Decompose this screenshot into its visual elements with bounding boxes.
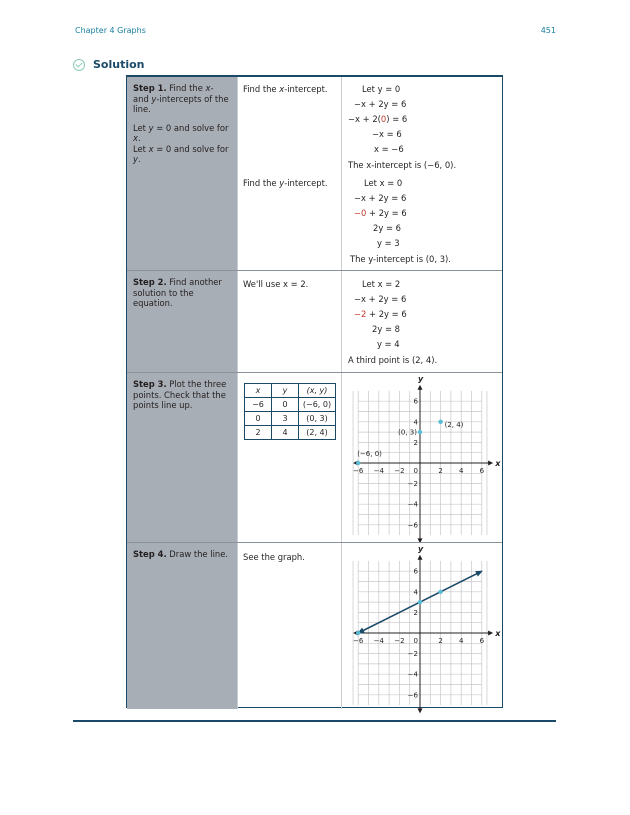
table-cell: 0 <box>272 398 299 412</box>
step2-line-2 <box>354 309 407 319</box>
plotted-point <box>356 631 360 635</box>
xint-line-2-rest: ) = 6 <box>386 114 408 124</box>
points-table <box>244 383 336 440</box>
xint-line-2-highlight: 0 <box>380 114 387 124</box>
y-tick-label: −4 <box>407 500 418 509</box>
y-tick-label: −2 <box>407 480 418 489</box>
plotted-point <box>438 590 442 594</box>
table-row <box>245 412 336 426</box>
step2-line-4: y = 4 <box>377 339 400 349</box>
x-tick-label: −2 <box>394 637 405 645</box>
x-tick-label: 2 <box>438 637 443 645</box>
y-tick-label: 2 <box>413 438 418 447</box>
check-circle-icon <box>73 59 85 71</box>
y-axis-label: y <box>418 544 424 554</box>
x-axis-label: x <box>495 629 501 638</box>
footer-rule <box>73 720 556 722</box>
xint-line-4: x = −6 <box>374 144 404 154</box>
y-axis-arrow-up <box>418 385 423 390</box>
step-1-instruction: Step 1. Find the x- and y-intercepts of the line. Let y = 0 and solve for x. Let x = 0 and solve for y. <box>127 77 237 270</box>
origin-label: 0 <box>413 637 418 645</box>
plotted-point <box>418 600 422 604</box>
y-tick-label: 2 <box>413 608 418 617</box>
step-3-table-cell <box>237 373 342 542</box>
point-label: (2, 4) <box>444 420 464 429</box>
table-row <box>245 398 336 412</box>
table-header: x <box>245 384 272 398</box>
yint-line-3: 2y = 6 <box>373 223 401 233</box>
step-1-explanation <box>237 77 342 270</box>
origin-label: 0 <box>413 467 418 475</box>
table-cell: 2 <box>245 426 272 440</box>
find-y-intercept-text: Find the y-intercept. <box>243 178 328 188</box>
yint-line-0: Let x = 0 <box>364 178 403 188</box>
xint-result: The x-intercept is (−6, 0). <box>348 160 457 170</box>
table-cell: (0, 3) <box>299 412 336 426</box>
step-1-row <box>127 77 502 270</box>
table-header: (x, y) <box>299 384 336 398</box>
table-header-row <box>245 384 336 398</box>
table-cell: 3 <box>272 412 299 426</box>
step2-line-3: 2y = 8 <box>372 324 400 334</box>
yint-line-2-rest: + 2y = 6 <box>366 208 407 218</box>
step-2-work <box>341 271 502 372</box>
yint-result: The y-intercept is (0, 3). <box>350 254 451 264</box>
step-4-graph <box>342 543 503 709</box>
x-tick-label: −2 <box>394 467 405 475</box>
table-header: y <box>272 384 299 398</box>
x-tick-label: 6 <box>479 637 485 645</box>
xint-line-3: −x = 6 <box>372 129 402 139</box>
page-number: 451 <box>540 26 556 35</box>
find-x-intercept-text: Find the x-intercept. <box>243 84 328 94</box>
step-3-instruction: Step 3. Plot the three points. Check that the points line up. <box>127 373 237 542</box>
xint-line-2 <box>348 114 407 124</box>
yint-line-1: −x + 2y = 6 <box>354 193 407 203</box>
step-3-graph <box>342 373 503 542</box>
xint-line-0: Let y = 0 <box>362 84 401 94</box>
y-tick-label: 4 <box>413 418 418 427</box>
step2-line-2-rest: + 2y = 6 <box>366 309 407 319</box>
y-tick-label: −6 <box>407 521 418 530</box>
table-row <box>245 426 336 440</box>
x-tick-label: −4 <box>373 467 384 475</box>
step-2-row <box>127 270 502 372</box>
y-tick-label: 6 <box>413 567 418 576</box>
y-tick-label: 4 <box>413 588 418 597</box>
point-label: (0, 3) <box>398 428 417 437</box>
y-axis-label: y <box>418 374 424 384</box>
plotted-point <box>438 420 442 424</box>
y-tick-label: −4 <box>407 670 418 679</box>
plotted-point <box>418 430 422 434</box>
x-axis-arrow-right <box>488 631 493 636</box>
y-tick-label: −2 <box>407 650 418 659</box>
yint-line-2 <box>354 208 407 218</box>
step-4-row <box>127 542 502 709</box>
step-3-graph-cell <box>341 373 502 542</box>
plotted-point <box>356 461 360 465</box>
step2-line-2-highlight: −2 <box>354 309 367 319</box>
step-2-instruction: Step 2. Find another solution to the equation. <box>127 271 237 372</box>
step2-line-1: −x + 2y = 6 <box>354 294 407 304</box>
table-cell: (2, 4) <box>299 426 336 440</box>
step-4-instruction: Step 4. Draw the line. <box>127 543 237 709</box>
step-2-choice-text: We'll use x = 2. <box>243 279 309 289</box>
xint-line-1: −x + 2y = 6 <box>354 99 407 109</box>
solution-title: Solution <box>93 58 145 71</box>
x-axis-label: x <box>495 459 501 468</box>
yint-line-4: y = 3 <box>377 238 400 248</box>
x-tick-label: −6 <box>353 637 364 645</box>
step-4-explanation <box>237 543 342 709</box>
yint-line-2-highlight: −0 <box>354 208 367 218</box>
step-3-row <box>127 372 502 542</box>
step2-result: A third point is (2, 4). <box>348 355 438 365</box>
y-tick-label: 6 <box>413 397 418 406</box>
table-cell: −6 <box>245 398 272 412</box>
table-cell: (−6, 0) <box>299 398 336 412</box>
table-cell: 0 <box>245 412 272 426</box>
solution-table <box>126 75 503 708</box>
chapter-header: Chapter 4 Graphs <box>75 26 146 35</box>
point-label: (−6, 0) <box>357 450 382 458</box>
step-2-explanation <box>237 271 342 372</box>
x-tick-label: 6 <box>479 467 485 475</box>
x-tick-label: 2 <box>438 467 443 475</box>
table-cell: 4 <box>272 426 299 440</box>
x-tick-label: −6 <box>353 467 364 475</box>
solution-heading <box>73 58 145 71</box>
y-axis-arrow-up <box>418 555 423 560</box>
x-axis-arrow-right <box>488 461 493 466</box>
y-tick-label: −6 <box>407 691 418 700</box>
step2-line-0: Let x = 2 <box>362 279 401 289</box>
step-1-work <box>341 77 502 270</box>
step-4-note: See the graph. <box>243 552 305 562</box>
y-axis-arrow-down <box>418 708 423 713</box>
x-tick-label: 4 <box>458 637 464 645</box>
x-tick-label: −4 <box>373 637 384 645</box>
step-4-graph-cell <box>341 543 502 709</box>
xint-line-2-pre: −x + 2( <box>348 114 381 124</box>
x-tick-label: 4 <box>458 467 464 475</box>
